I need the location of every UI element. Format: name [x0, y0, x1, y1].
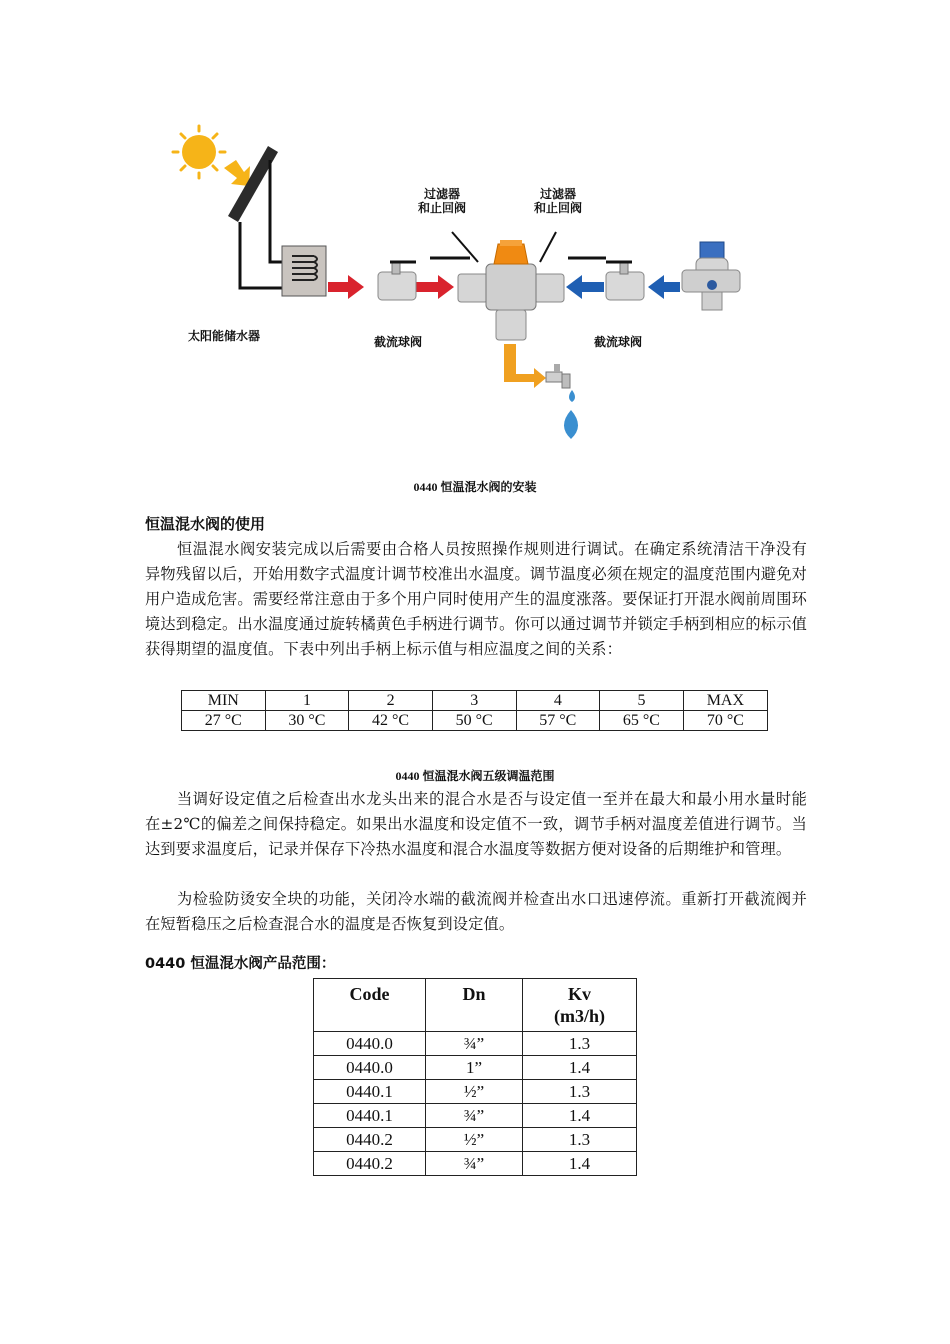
mark-cell: 3	[432, 691, 516, 711]
mark-cell: MAX	[683, 691, 767, 711]
column-header-dn: Dn	[426, 979, 523, 1032]
code-cell: 0440.2	[314, 1152, 426, 1176]
table-row	[314, 1056, 637, 1080]
dn-cell: ½”	[426, 1080, 523, 1104]
paragraph-verification: 当调好设定值之后检查出水龙头出来的混合水是否与设定值一至并在最大和最小用水量时能在±2℃的偏差之间保持稳定。如果出水温度和设定值不一致，调节手柄对温度差值进行调节。当达到要求温度后，记录并保存下冷热水温度和混合水温度等数据方便对设备的后期维护和管理。	[145, 790, 807, 858]
ball-valve-right-label: 截流球阀	[594, 335, 643, 349]
installation-diagram	[0, 0, 950, 470]
filter-label-right-line1: 过滤器	[539, 187, 576, 201]
faucet-icon	[546, 364, 570, 388]
section-heading-usage: 恒温混水阀的使用	[145, 515, 266, 533]
filter-label-right-line2: 和止回阀	[533, 201, 582, 215]
code-cell: 0440.2	[314, 1128, 426, 1152]
mixing-valve-icon	[458, 240, 564, 340]
code-cell: 0440.1	[314, 1104, 426, 1128]
sun-icon	[173, 126, 225, 178]
kv-cell: 1.4	[523, 1152, 637, 1176]
kv-label: Kv	[567, 984, 591, 1004]
dn-cell: ½”	[426, 1128, 523, 1152]
mark-cell: 1	[265, 691, 349, 711]
filter-label-left-line2: 和止回阀	[417, 201, 466, 215]
table-header-row	[314, 979, 637, 1032]
kv-unit: (m3/h)	[554, 1006, 605, 1026]
column-header-kv	[523, 979, 637, 1032]
paragraph-adjustment: 恒温混水阀安装完成以后需要由合格人员按照操作规则进行调试。在确定系统清洁干净没有异物残留以后，开始用数字式温度计调节校准出水温度。调节温度必须在规定的温度范围内避免对用户造成危害。需要经常注意由于多个用户同时使用产生的温度涨落。要保证打开混水阀前周围环境达到稳定。出水温度通过旋转橘黄色手柄进行调节。你可以通过调节并锁定手柄到相应的标示值获得期望的温度值。下表中列出手柄上标示值与相应温度之间的关系：	[145, 540, 807, 658]
table-row	[314, 1032, 637, 1056]
pressure-reducer-icon	[682, 242, 740, 310]
ball-valve-left-icon	[378, 262, 416, 300]
kv-cell: 1.4	[523, 1056, 637, 1080]
mark-cell: 5	[600, 691, 684, 711]
mark-cell: 4	[516, 691, 600, 711]
water-drop-icon	[564, 390, 578, 439]
temp-cell: 57 °C	[516, 711, 600, 731]
mark-cell: MIN	[182, 691, 266, 711]
temp-cell: 27 °C	[182, 711, 266, 731]
temp-cell: 30 °C	[265, 711, 349, 731]
filter-label-right	[528, 187, 588, 215]
dn-cell: ¾”	[426, 1032, 523, 1056]
temp-cell: 70 °C	[683, 711, 767, 731]
mixed-water-arrow-icon	[504, 344, 546, 388]
filter-label-left	[412, 187, 472, 215]
table-row	[314, 1104, 637, 1128]
dn-cell: ¾”	[426, 1152, 523, 1176]
column-header-code: Code	[314, 979, 426, 1032]
temp-cell: 65 °C	[600, 711, 684, 731]
dn-cell: 1”	[426, 1056, 523, 1080]
table-row	[314, 1128, 637, 1152]
diagram-caption: 0440 恒温混水阀的安装	[413, 480, 537, 494]
table-row	[182, 711, 768, 731]
filter-label-left-line1: 过滤器	[423, 187, 460, 201]
mark-cell: 2	[349, 691, 433, 711]
code-cell: 0440.1	[314, 1080, 426, 1104]
temp-cell: 50 °C	[432, 711, 516, 731]
dn-cell: ¾”	[426, 1104, 523, 1128]
temperature-table-caption: 0440 恒温混水阀五级调温范围	[395, 769, 555, 783]
paragraph-scald-test: 为检验防烫安全块的功能，关闭冷水端的截流阀并检查出水口迅速停流。重新打开截流阀并在短暂稳压之后检查混合水的温度是否恢复到设定值。	[145, 890, 807, 933]
tank-label: 太阳能储水器	[188, 329, 261, 343]
ball-valve-right-icon	[606, 262, 644, 300]
sunlight-arrow-icon	[224, 160, 250, 186]
storage-tank-icon	[282, 246, 326, 296]
ball-valve-left-label: 截流球阀	[374, 335, 423, 349]
code-cell: 0440.0	[314, 1056, 426, 1080]
kv-cell: 1.3	[523, 1128, 637, 1152]
installation-diagram-graphic	[0, 0, 950, 470]
table-row	[314, 1080, 637, 1104]
kv-cell: 1.3	[523, 1032, 637, 1056]
code-cell: 0440.0	[314, 1032, 426, 1056]
product-range-heading: 0440 恒温混水阀产品范围：	[145, 956, 336, 972]
temp-cell: 42 °C	[349, 711, 433, 731]
table-row	[182, 691, 768, 711]
kv-cell: 1.3	[523, 1080, 637, 1104]
temperature-table	[181, 690, 768, 731]
product-table	[313, 978, 637, 1176]
table-row	[314, 1152, 637, 1176]
kv-cell: 1.4	[523, 1104, 637, 1128]
